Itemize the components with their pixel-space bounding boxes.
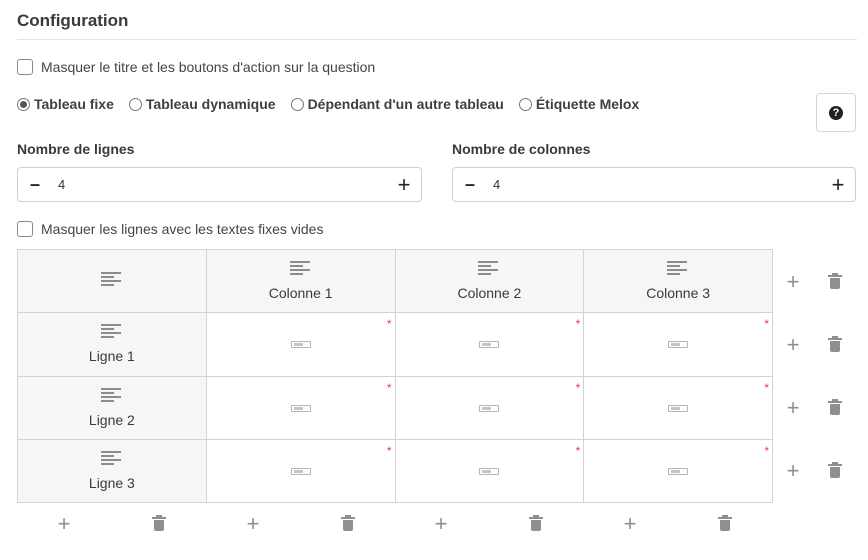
required-marker: * [386,317,392,332]
delete-row-button[interactable] [825,272,845,292]
delete-row-button[interactable] [825,461,845,481]
input-cell[interactable] [206,313,395,376]
radio-label: Étiquette Melox [535,96,640,112]
column-header-label: Colonne 3 [646,285,711,302]
radio-button-selected[interactable] [17,98,30,111]
add-column-button[interactable] [54,511,74,536]
text-input-icon [668,341,688,348]
hide-title-label: Masquer le titre et les boutons d'action sur la question [41,59,376,75]
input-cell[interactable] [206,376,395,439]
row-header-1[interactable] [18,313,207,376]
text-align-icon [478,261,500,275]
trash-icon [829,275,841,289]
section-title: Configuration [17,11,129,30]
help-button[interactable] [816,93,856,132]
text-align-icon [290,261,312,275]
radio-button[interactable] [129,98,142,111]
trash-icon [153,517,165,531]
columns-count-input[interactable]: 4 [493,177,501,192]
hide-title-option[interactable] [17,59,375,75]
plus-icon: + [786,395,800,420]
text-input-icon [479,468,499,475]
text-input-icon [291,341,311,348]
text-input-icon [479,341,499,348]
text-input-icon [291,405,311,412]
input-cell[interactable] [395,313,584,376]
header-row [18,250,773,313]
column-header-label: Colonne 1 [268,285,333,302]
input-cell[interactable] [584,313,773,376]
table-row [18,376,773,439]
rows-count-stepper [17,167,422,202]
columns-count-label: Nombre de colonnes [452,141,591,157]
column-header-2[interactable] [395,250,584,313]
table-row [18,313,773,376]
plus-icon: + [434,511,448,536]
delete-row-button[interactable] [825,398,845,418]
add-row-button[interactable] [783,458,803,483]
radio-option-dependent-table[interactable] [291,96,504,112]
trash-icon [829,464,841,478]
columns-count-stepper [452,167,856,202]
column-header-1[interactable] [206,250,395,313]
title-divider [17,39,857,40]
corner-cell[interactable] [18,250,207,313]
table-grid [17,249,773,503]
rows-count-label: Nombre de lignes [17,141,135,157]
delete-row-button[interactable] [825,335,845,355]
rows-decrement-button[interactable]: – [29,174,40,194]
text-input-icon [668,468,688,475]
required-marker: * [386,443,392,458]
column-header-label: Colonne 2 [457,285,522,302]
radio-label: Tableau fixe [34,96,114,112]
row-header-label: Ligne 3 [88,474,135,491]
table-row [18,439,773,502]
text-align-icon [101,324,123,338]
table-type-radio-group [17,96,654,112]
radio-option-melox-label[interactable] [519,96,639,112]
delete-column-button[interactable] [149,514,169,534]
trash-icon [530,517,542,531]
required-marker: * [764,317,769,332]
trash-icon [829,338,841,352]
required-marker: * [764,443,769,458]
add-row-button[interactable] [783,332,803,357]
text-align-icon [101,388,123,402]
input-cell[interactable] [584,376,773,439]
input-cell[interactable] [584,439,773,502]
plus-icon: + [623,511,637,536]
plus-icon: + [246,511,260,536]
required-marker: * [575,443,581,458]
trash-icon [719,517,731,531]
row-header-label: Ligne 1 [88,348,135,365]
add-column-button[interactable] [431,511,451,536]
input-cell[interactable] [395,439,584,502]
rows-count-input[interactable]: 4 [58,177,66,192]
delete-column-button[interactable] [526,514,546,534]
row-header-2[interactable] [18,376,207,439]
delete-column-button[interactable] [715,514,735,534]
columns-decrement-button[interactable]: – [464,174,475,194]
plus-icon: + [57,511,71,536]
text-align-icon [667,261,689,275]
trash-icon [829,401,841,415]
text-align-icon [101,451,123,465]
trash-icon [342,517,354,531]
required-marker: * [386,380,392,395]
text-input-icon [291,468,311,475]
radio-option-fixed-table[interactable] [17,96,114,112]
add-column-button[interactable] [243,511,263,536]
hide-title-checkbox[interactable] [17,59,33,75]
radio-label: Tableau dynamique [145,96,276,112]
add-row-button[interactable] [783,395,803,420]
radio-option-dynamic-table[interactable] [129,96,276,112]
add-row-button[interactable] [783,269,803,294]
hide-empty-rows-label: Masquer les lignes avec les textes fixes vides [41,221,324,237]
plus-icon: + [786,269,800,294]
delete-column-button[interactable] [338,514,358,534]
input-cell[interactable] [395,376,584,439]
required-marker: * [764,380,769,395]
hide-empty-rows-option[interactable] [17,221,323,237]
text-input-icon [479,405,499,412]
plus-icon: + [786,458,800,483]
required-marker: * [575,317,581,332]
row-header-label: Ligne 2 [88,411,135,428]
question-circle-icon: ? [829,106,843,120]
rows-increment-button[interactable]: + [397,171,411,197]
radio-button[interactable] [519,98,532,111]
radio-label: Dépendant d'un autre tableau [307,96,504,112]
row-header-3[interactable] [18,439,207,502]
plus-icon: + [786,332,800,357]
add-column-button[interactable] [620,511,640,536]
required-marker: * [575,380,581,395]
hide-empty-rows-checkbox[interactable] [17,221,33,237]
radio-button[interactable] [291,98,304,111]
column-header-3[interactable] [584,250,773,313]
columns-increment-button[interactable]: + [831,171,845,197]
text-input-icon [668,405,688,412]
input-cell[interactable] [206,439,395,502]
text-align-icon [101,272,123,286]
